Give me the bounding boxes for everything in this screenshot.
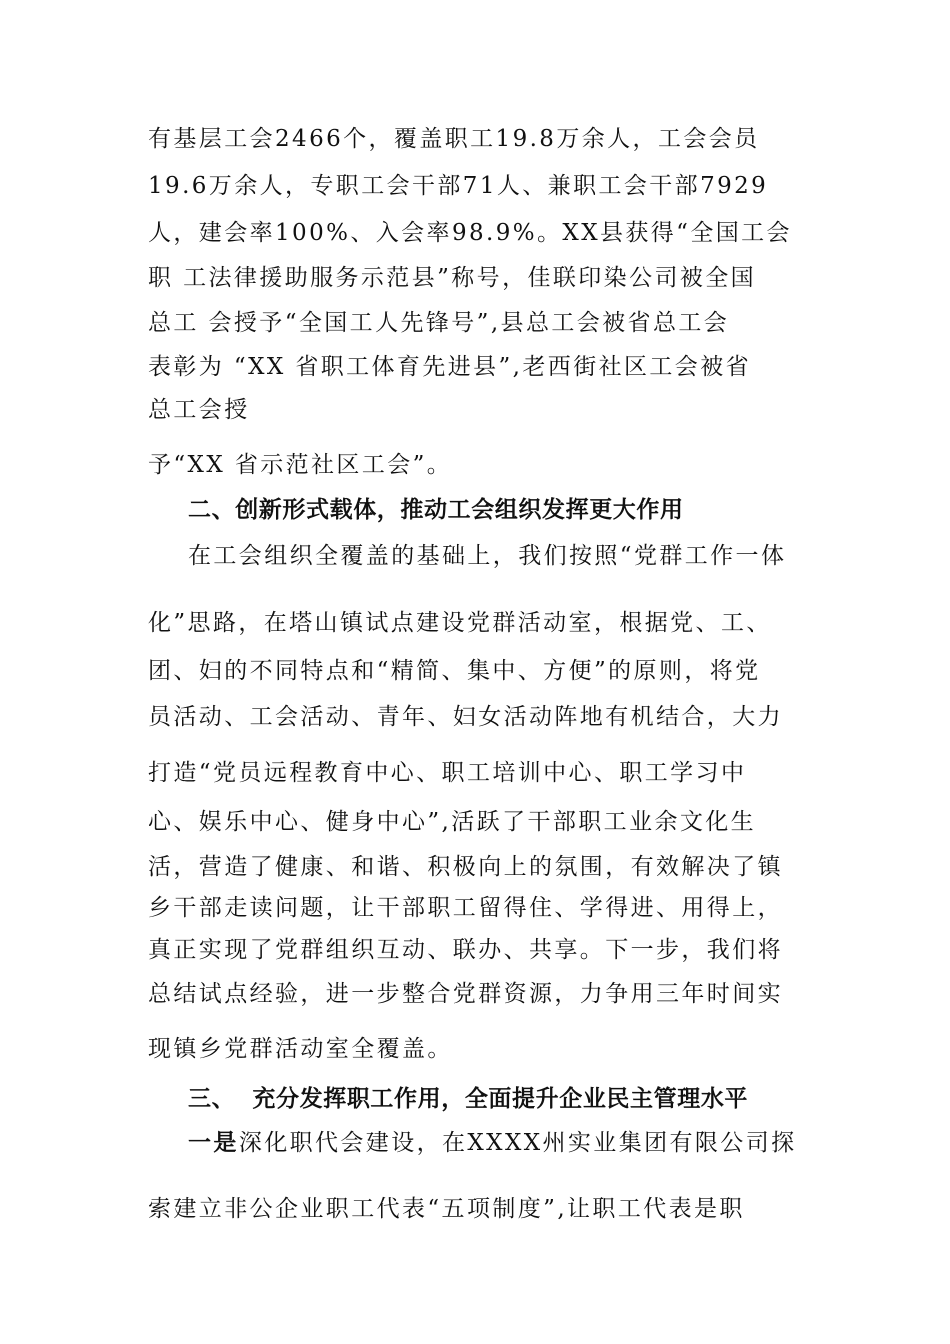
paragraph-3-lead: 一是 [188, 1130, 239, 1156]
paragraph-2-line-2: 化”思路，在塔山镇试点建设党群活动室，根据党、工、 [148, 610, 772, 636]
paragraph-2-line-10: 总结试点经验，进一步整合党群资源，力争用三年时间实 [148, 981, 783, 1007]
paragraph-2-line-3: 团、妇的不同特点和“精简、集中、方便”的原则，将党 [148, 658, 761, 684]
paragraph-2-line-5: 打造“党员远程教育中心、职工培训中心、职工学习中 [148, 760, 747, 786]
paragraph-2-line-4: 员活动、工会活动、青年、妇女活动阵地有机结合，大力 [148, 704, 783, 730]
paragraph-2-line-6: 心、娱乐中心、健身中心”,活跃了干部职工业余文化生 [148, 809, 757, 835]
section-heading-2: 二、创新形式载体，推动工会组织发挥更大作用 [188, 497, 684, 523]
paragraph-2-line-8: 乡干部走读问题，让干部职工留得住、学得进、用得上， [148, 895, 783, 921]
paragraph-1-line-3: 人，建会率100%、入会率98.9%。XX县获得“全国工会 [148, 220, 792, 246]
section-heading-3: 三、 充分发挥职工作用，全面提升企业民主管理水平 [188, 1086, 749, 1112]
paragraph-1-line-7: 总工会授 [148, 397, 250, 423]
paragraph-1-line-6: 表彰为 “XX 省职工体育先进县”,老西街社区工会被省 [148, 354, 751, 380]
paragraph-2-line-11: 现镇乡党群活动室全覆盖。 [148, 1036, 453, 1062]
paragraph-1-line-5: 总工 会授予“全国工人先锋号”,县总工会被省总工会 [148, 310, 730, 336]
paragraph-1-line-1: 有基层工会2466个，覆盖职工19.8万余人，工会会员 [148, 126, 760, 152]
paragraph-2-line-1: 在工会组织全覆盖的基础上，我们按照“党群工作一体 [188, 543, 787, 569]
paragraph-3-line-2: 索建立非公企业职工代表“五项制度”,让职工代表是职 [148, 1196, 745, 1222]
paragraph-1-line-2: 19.6万余人，专职工会干部71人、兼职工会干部7929 [148, 173, 769, 199]
paragraph-1-line-4: 职 工法律援助服务示范县”称号，佳联印染公司被全国 [148, 265, 757, 291]
paragraph-2-line-9: 真正实现了党群组织互动、联办、共享。下一步，我们将 [148, 937, 783, 963]
paragraph-2-line-7: 活，营造了健康、和谐、积极向上的氛围，有效解决了镇 [148, 854, 783, 880]
paragraph-1-line-8: 予“XX 省示范社区工会”。 [148, 452, 453, 478]
paragraph-3-line-1 [188, 1128, 797, 1158]
paragraph-3-line-1-text: 深化职代会建设，在XXXX州实业集团有限公司探 [238, 1130, 797, 1156]
